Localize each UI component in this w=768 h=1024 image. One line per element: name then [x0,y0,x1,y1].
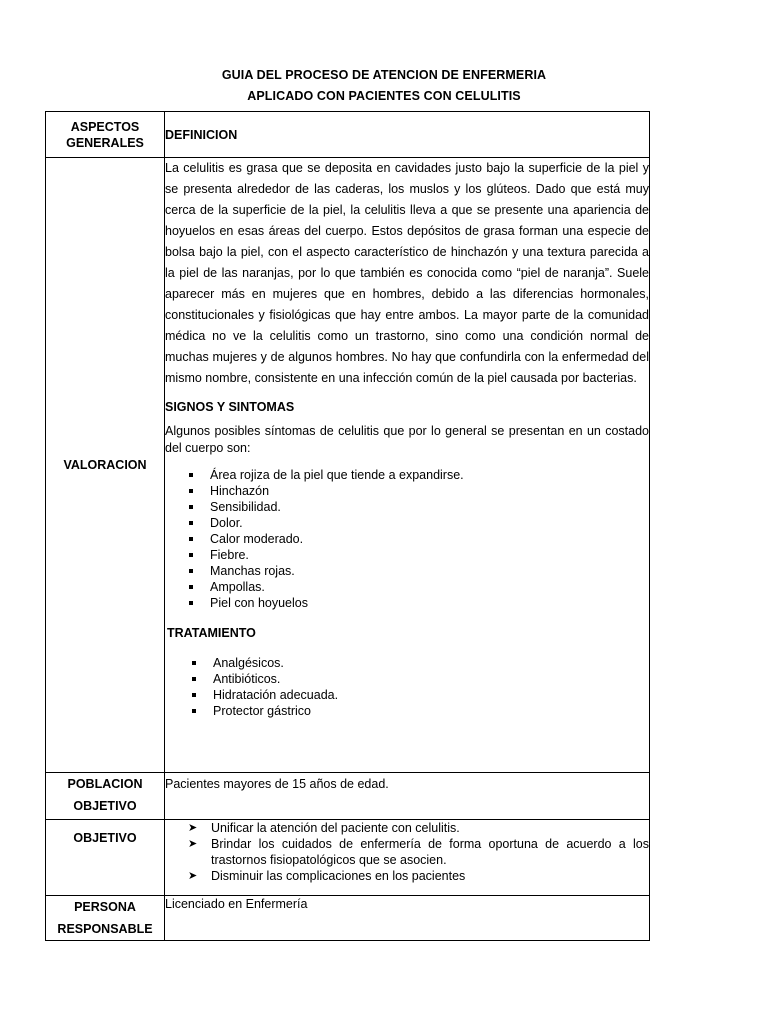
objetivo-content [165,820,650,896]
header-aspectos-line2: GENERALES [66,135,144,150]
list-item: ➤ Disminuir las complicaciones en los pacientes [211,868,649,884]
list-item: Piel con hoyuelos [210,595,649,611]
list-item: Antibióticos. [213,671,649,687]
responsable-label-line2: RESPONSABLE [57,922,153,936]
poblacion-value: Pacientes mayores de 15 años de edad. [165,773,650,820]
responsable-label [46,896,165,941]
signs-heading: SIGNOS Y SINTOMAS [165,400,295,414]
poblacion-label-line1: POBLACION [67,777,143,791]
list-item: Manchas rojas. [210,563,649,579]
list-item: Fiebre. [210,547,649,563]
valoracion-content [165,158,650,773]
treatment-list [165,655,649,719]
list-item: Área rojiza de la piel que tiende a expandirse. [210,467,649,483]
list-item: Calor moderado. [210,531,649,547]
list-item: ➤ Unificar la atención del paciente con celulitis. [211,820,649,836]
list-item: ➤ Brindar los cuidados de enfermería de forma oportuna de acuerdo a los trastornos fisiopatológicos que se asocien. [211,836,649,868]
poblacion-label-line2: OBJETIVO [73,799,137,813]
document-title: GUIA DEL PROCESO DE ATENCION DE ENFERMERIA [221,68,547,82]
list-item: Sensibilidad. [210,499,649,515]
poblacion-row [46,773,650,820]
treatment-heading: TRATAMIENTO [167,626,256,640]
signs-list [165,467,649,611]
objetivo-list [165,820,649,884]
list-item: Protector gástrico [213,703,649,719]
objetivo-row [46,820,650,896]
header-aspectos-cell [46,112,165,158]
list-item: Analgésicos. [213,655,649,671]
responsable-row [46,896,650,941]
list-item: Hinchazón [210,483,649,499]
list-item: Ampollas. [210,579,649,595]
poblacion-label [46,773,165,820]
responsable-label-line1: PERSONA [74,900,136,914]
header-aspectos-line1: ASPECTOS [70,119,140,134]
document-subtitle: APLICADO CON PACIENTES CON CELULITIS [247,89,521,103]
list-item: Dolor. [210,515,649,531]
responsable-value: Licenciado en Enfermería [165,896,650,941]
definition-paragraph: La celulitis es grasa que se deposita en cavidades justo bajo la superficie de la piel y se presenta alrededor de las caderas, los muslos y los glúteos. Dado que está muy cerca de la superficie de la piel, la celulitis lleva a que se presente una apariencia de hoyuelos en esas áreas del cuerpo. Estos depósitos de grasa forman una especie de bolsa bajo la piel, con el aspecto característico de hinchazón y una textura parecida a la piel de las naranjas, por lo que también es conocida como “piel de naranja”. Suele aparecer más en mujeres que en hombres, debido a las diferencias hormonales, constitucionales y fisiológicas que hay entre ambos. La mayor parte de la comunidad médica no ve la celulitis como un trastorno, sino como una condición normal de muchas mujeres y de algunos hombres. No hay que confundirla con la enfermedad del mismo nombre, consistente en una infección común de la piel causada por bacterias. [165,161,649,385]
guide-table [45,111,650,941]
list-item: Hidratación adecuada. [213,687,649,703]
signs-intro: Algunos posibles síntomas de celulitis que por lo general se presentan en un costado del cuerpo son: [165,424,649,455]
objetivo-label: OBJETIVO [46,820,165,896]
table-header-row [46,112,650,158]
valoracion-label: VALORACION [46,158,165,773]
header-definicion-cell: DEFINICION [165,112,650,158]
valoracion-row [46,158,650,773]
